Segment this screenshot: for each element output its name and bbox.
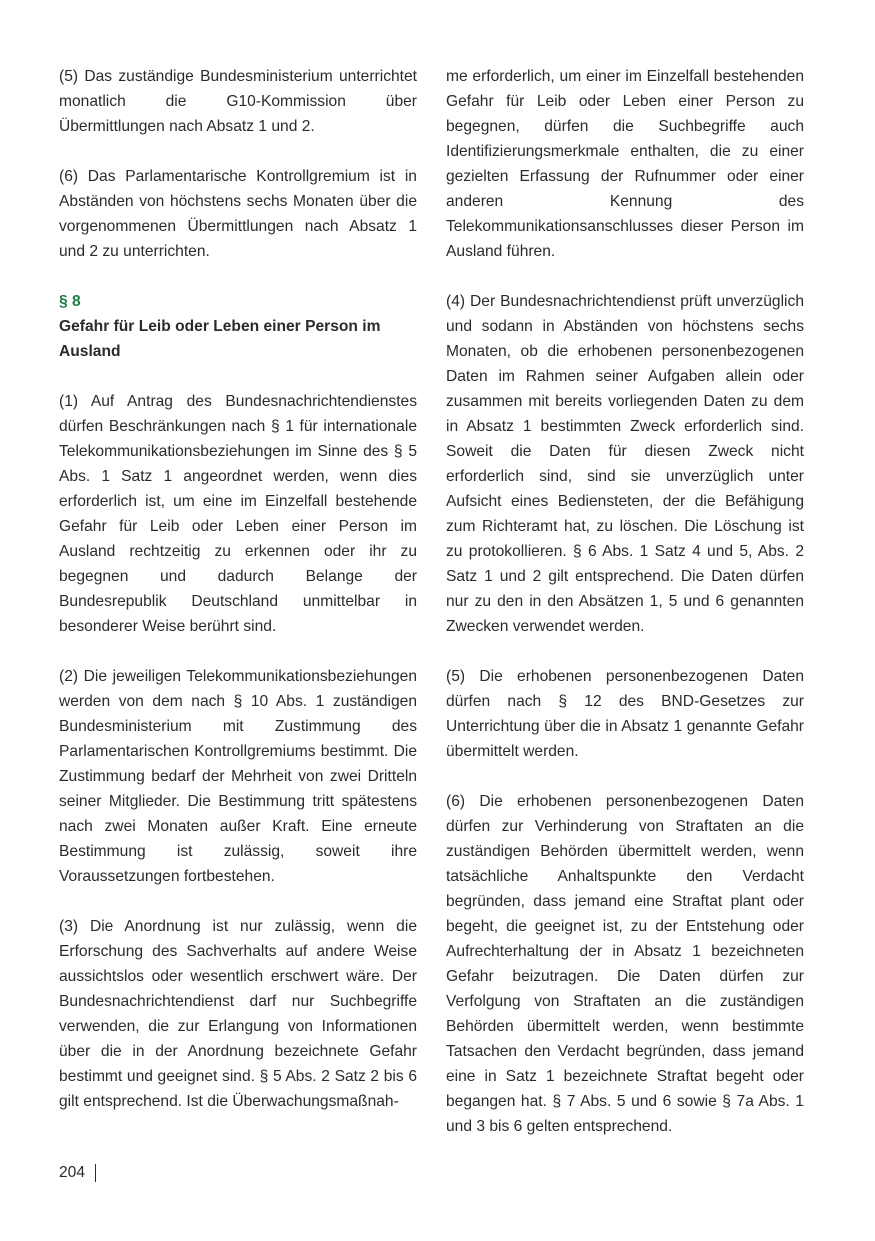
section-title: Gefahr für Leib oder Leben einer Person im Ausland [59,318,381,360]
paragraph-8-3: (3) Die Anordnung ist nur zulässig, wenn die Erforschung des Sachverhalts auf andere Weise aussichtslos oder wesentlich erschwert wäre. Der Bundesnachrichtendienst darf nur Suchbegriffe verwenden, die zur Erlangung von Informationen über die in der Anordnung bezeichnete Gefahr bestimmt und geeignet sind. § 5 Abs. 2 Satz 2 bis 6 gilt entsprechend. Ist die Überwachungsmaßnah- [59,918,417,1110]
page-footer [59,1160,96,1185]
footer-separator [95,1164,96,1182]
section-number: § 8 [59,293,81,310]
paragraph-8-4: (4) Der Bundesnachrichtendienst prüft unverzüglich und sodann in Abständen von höchstens sechs Monaten, ob die erhobenen personenbezogenen Daten im Rahmen seiner Aufgaben allein oder zusammen mit bereits vorliegenden Daten zu dem in Absatz 1 bestimmten Zweck erforderlich sind. Soweit die Daten für diesen Zweck nicht erforderlich sind, sind sie unverzüglich unter Aufsicht eines Bediensteten, der die Befähigung zum Richteramt hat, zu löschen. Die Löschung ist zu protokollieren. § 6 Abs. 1 Satz 4 und 5, Abs. 2 Satz 1 und 2 gilt entsprechend. Die Daten dürfen nur zu den in den Absätzen 1, 5 und 6 genannten Zwecken verwendet werden. [446,293,804,635]
left-column [59,64,417,1114]
paragraph-8-1: (1) Auf Antrag des Bundesnachrichtendienstes dürfen Beschränkungen nach § 1 für internationale Telekommunikationsbeziehungen im Sinne des § 5 Abs. 1 Satz 1 angeordnet werden, wenn dies erforderlich ist, um eine im Einzelfall bestehende Gefahr für Leib oder Leben einer Person im Ausland rechtzeitig zu erkennen oder ihr zu begegnen und dadurch Belange der Bundesrepublik Deutschland unmittelbar in besonderer Weise berührt sind. [59,393,417,635]
paragraph-8-6: (6) Die erhobenen personenbezogenen Daten dürfen zur Verhinderung von Straftaten an die zuständigen Behörden übermittelt werden, wenn tatsächliche Anhaltspunkte den Verdacht begründen, dass jemand eine Straftat plant oder begeht, die geeignet ist, zu der Entstehung oder Aufrechterhaltung der in Absatz 1 bezeichneten Gefahr beizutragen. Die Daten dürfen zur Verfolgung von Straftaten an die zuständigen Behörden übermittelt werden, wenn bestimmte Tatsachen den Verdacht begründen, dass jemand eine in Satz 1 bezeichnete Straftat begeht oder begangen hat. § 7 Abs. 5 und 6 sowie § 7a Abs. 1 und 3 bis 6 gelten entsprechend. [446,793,804,1135]
paragraph-7-6: (6) Das Parlamentarische Kontrollgremium ist in Abständen von höchstens sechs Monaten über die vorgenommenen Übermittlungen nach Absatz 1 und 2 zu unterrichten. [59,168,417,260]
right-column [446,64,804,1139]
paragraph-8-2: (2) Die jeweiligen Telekommunikationsbeziehungen werden von dem nach § 10 Abs. 1 zuständigen Bundesministerium mit Zustimmung des Parlamentarischen Kontrollgremiums bestimmt. Die Zustimmung bedarf der Mehrheit von zwei Dritteln seiner Mitglieder. Die Bestimmung tritt spätestens nach zwei Monaten außer Kraft. Eine erneute Bestimmung ist zulässig, soweit ihre Voraussetzungen fortbestehen. [59,668,417,885]
paragraph-8-3-continued: me erforderlich, um einer im Einzelfall bestehenden Gefahr für Leib oder Leben einer Person zu begegnen, dürfen die Suchbegriffe auch Identifizierungsmerkmale enthalten, die zu einer gezielten Erfassung der Rufnummer oder einer anderen Kennung des Telekommunikationsanschlusses dieser Person im Ausland führen. [446,68,804,260]
page-number: 204 [59,1164,86,1181]
paragraph-8-5: (5) Die erhobenen personenbezogenen Daten dürfen nach § 12 des BND-Gesetzes zur Unterrichtung über die in Absatz 1 genannte Gefahr übermittelt werden. [446,668,804,760]
paragraph-7-5: (5) Das zuständige Bundesministerium unterrichtet monatlich die G10-Kommission über Übermittlungen nach Absatz 1 und 2. [59,68,417,135]
